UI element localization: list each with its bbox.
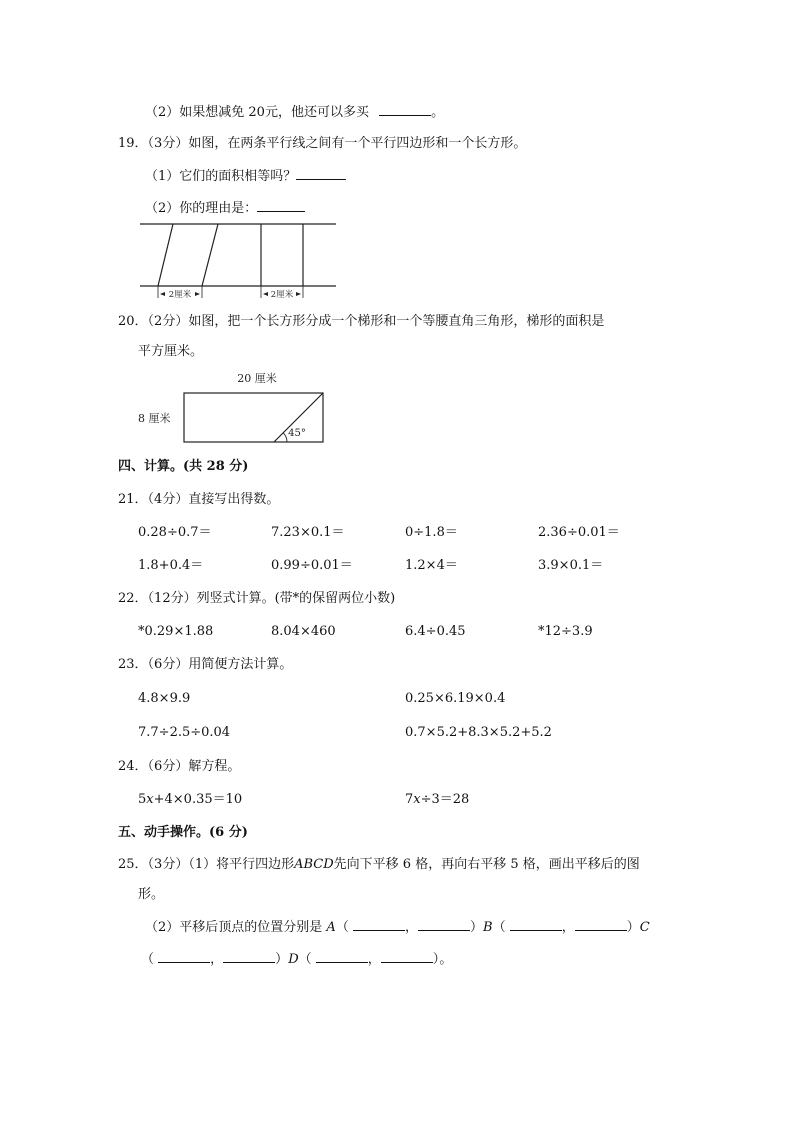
q21-r2-c1: 1.8+0.4＝ [138,558,204,573]
section-4-heading: 四、计算。(共 28 分) [118,459,249,474]
q19-sub2-text: （2）你的理由是： [145,201,258,216]
q20-title: 20．（2分）如图，把一个长方形分成一个梯形和一个等腰直角三角形，梯形的面积是 [118,314,605,329]
answer-blank[interactable] [316,950,368,963]
answer-blank[interactable] [296,167,346,180]
answer-blank[interactable] [257,199,305,212]
q25-title-a: 25．（3分）（1）将平行四边形 [118,857,295,872]
paren-open: （ [141,952,155,967]
parallelogram-side-right [202,224,218,286]
q24-eq1 [138,791,242,809]
q25-title-b: 先向下平移 6 格，再向右平移 5 格，画出平移后的图 [333,857,640,872]
q18-sub2 [145,103,444,122]
q19-figure [138,218,338,300]
comma: ， [404,920,418,935]
q25-sub2 [145,918,650,937]
fig-label-right: 2厘米 [270,290,294,300]
answer-blank[interactable] [381,950,433,963]
q18-suffix: 。 [431,105,445,120]
q19-sub2 [145,199,305,218]
q21-r1-c1: 0.28÷0.7＝ [138,525,212,540]
eq1-coef: 5 [138,792,147,807]
fig-label-left: 2厘米 [168,290,192,300]
parallelogram-side-left [158,224,173,286]
q21-r2-c4: 3.9×0.1＝ [538,558,604,573]
eq2-var: x [413,792,421,807]
q19-sub1 [145,167,346,186]
q20-figure [135,366,335,448]
q21-r2-c3: 1.2×4＝ [405,558,458,573]
q25-abcd: ABCD [294,857,334,872]
paren-open: （ [335,920,349,935]
q21-r1-c2: 7.23×0.1＝ [271,525,345,540]
comma: ， [367,952,381,967]
q21-r1-c4: 2.36÷0.01＝ [538,525,620,540]
comma: ， [561,920,575,935]
period: 。 [439,952,453,967]
answer-blank[interactable] [418,918,470,931]
answer-blank[interactable] [510,918,562,931]
q22-c1: *0.29×1.88 [138,624,214,639]
eq2-coef: 7 [405,792,414,807]
eq2-rest: ÷3＝28 [420,792,470,807]
paren-close: ） [626,920,640,935]
q22-title: 22．（12分）列竖式计算。(带*的保留两位小数) [118,591,396,606]
q21-title: 21．（4分）直接写出得数。 [118,492,280,507]
vertex-d-label: D [288,952,299,967]
q22-c2: 8.04×460 [271,624,336,639]
vertex-c-label: C [639,920,650,935]
q21-r1-c3: 0÷1.8＝ [405,525,458,540]
q19-sub1-text: （1）它们的面积相等吗？ [145,169,297,184]
q20-title-cont: 平方厘米。 [138,344,204,359]
paren-close: ） [469,920,483,935]
q22-c3: 6.4÷0.45 [405,624,466,639]
vertex-b-label: B [483,920,493,935]
angle-label: 45° [288,428,306,439]
q23-r1-c1: 4.8×9.9 [138,691,191,706]
answer-blank[interactable] [223,950,275,963]
eq1-var: x [146,792,154,807]
paren-open: （ [492,920,506,935]
q24-eq2 [405,791,469,809]
q23-r2-c2: 0.7×5.2+8.3×5.2+5.2 [405,725,552,740]
paren-open: （ [298,952,312,967]
comma: ， [210,952,224,967]
q23-r2-c1: 7.7÷2.5÷0.04 [138,725,231,740]
q24-title: 24．（6分）解方程。 [118,759,241,774]
q23-r1-c2: 0.25×6.19×0.4 [405,691,506,706]
vertex-a-label: A [326,920,336,935]
q19-title: 19．（3分）如图，在两条平行线之间有一个平行四边形和一个长方形。 [118,136,527,151]
q22-c4: *12÷3.9 [538,624,593,639]
fig-width-label: 20 厘米 [237,372,277,385]
paren-close: ） [432,952,440,967]
angle-arc [283,433,287,442]
section-5-heading: 五、动手操作。(6 分) [118,825,248,840]
q25-title [118,856,640,874]
eq1-rest: +4×0.35＝10 [153,792,243,807]
answer-blank[interactable] [353,918,405,931]
paren-close: ） [275,952,289,967]
q25-sub2-cont [141,950,452,969]
q21-r2-c2: 0.99÷0.01＝ [271,558,353,573]
q25-sub2-text: （2）平移后顶点的位置分别是 [145,920,323,935]
q25-title-cont: 形。 [138,887,165,902]
answer-blank[interactable] [158,950,210,963]
q23-title: 23．（6分）用简便方法计算。 [118,657,293,672]
answer-blank[interactable] [575,918,627,931]
q18-sub2-text: （2）如果想减免 20元，他还可以多买 [145,105,369,120]
answer-blank[interactable] [379,103,431,116]
fig-height-label: 8 厘米 [138,412,171,425]
